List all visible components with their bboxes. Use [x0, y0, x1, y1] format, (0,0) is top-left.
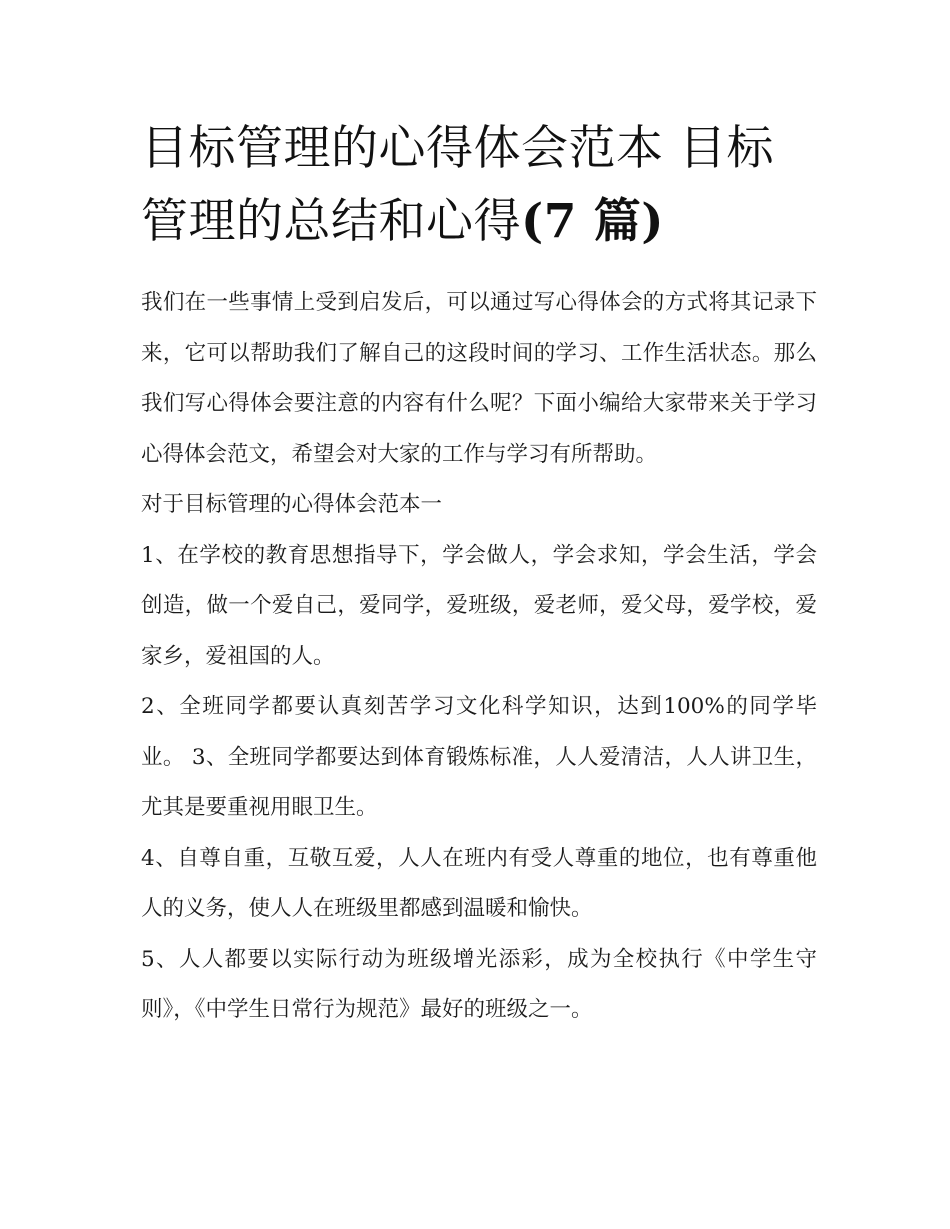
document-title	[141, 112, 817, 258]
list-item-2-3: 2、全班同学都要认真刻苦学习文化科学知识，达到100%的同学毕业。 3、全班同学都要达到体育锻炼标准，人人爱清洁，人人讲卫生，尤其是要重视用眼卫生。	[141, 694, 817, 820]
section-heading: 对于目标管理的心得体会范本一	[141, 492, 443, 517]
list-item-5: 5、人人都要以实际行动为班级增光添彩，成为全校执行《中学生守则》，《中学生日常行为规范》最好的班级之一。	[141, 946, 817, 1022]
document-content	[141, 112, 817, 1036]
list-item-1: 1、在学校的教育思想指导下，学会做人，学会求知，学会生活，学会创造，做一个爱自己，爱同学，爱班级，爱老师，爱父母，爱学校，爱家乡，爱祖国的人。	[141, 542, 817, 669]
intro-paragraph: 我们在一些事情上受到启发后，可以通过写心得体会的方式将其记录下来，它可以帮助我们了解自己的这段时间的学习、工作生活状态。那么我们写心得体会要注意的内容有什么呢？下面小编给大家带来关于学习心得体会范文，希望会对大家的工作与学习有所帮助。	[141, 290, 817, 467]
list-item-4: 4、自尊自重，互敬互爱，人人在班内有受人尊重的地位，也有尊重他人的义务，使人人在班级里都感到温暖和愉快。	[141, 845, 817, 921]
document-title-main: 目标管理的心得体会范本 目标管理的总结和心得	[141, 121, 774, 249]
document-title-suffix: (7 篇)	[521, 194, 665, 249]
